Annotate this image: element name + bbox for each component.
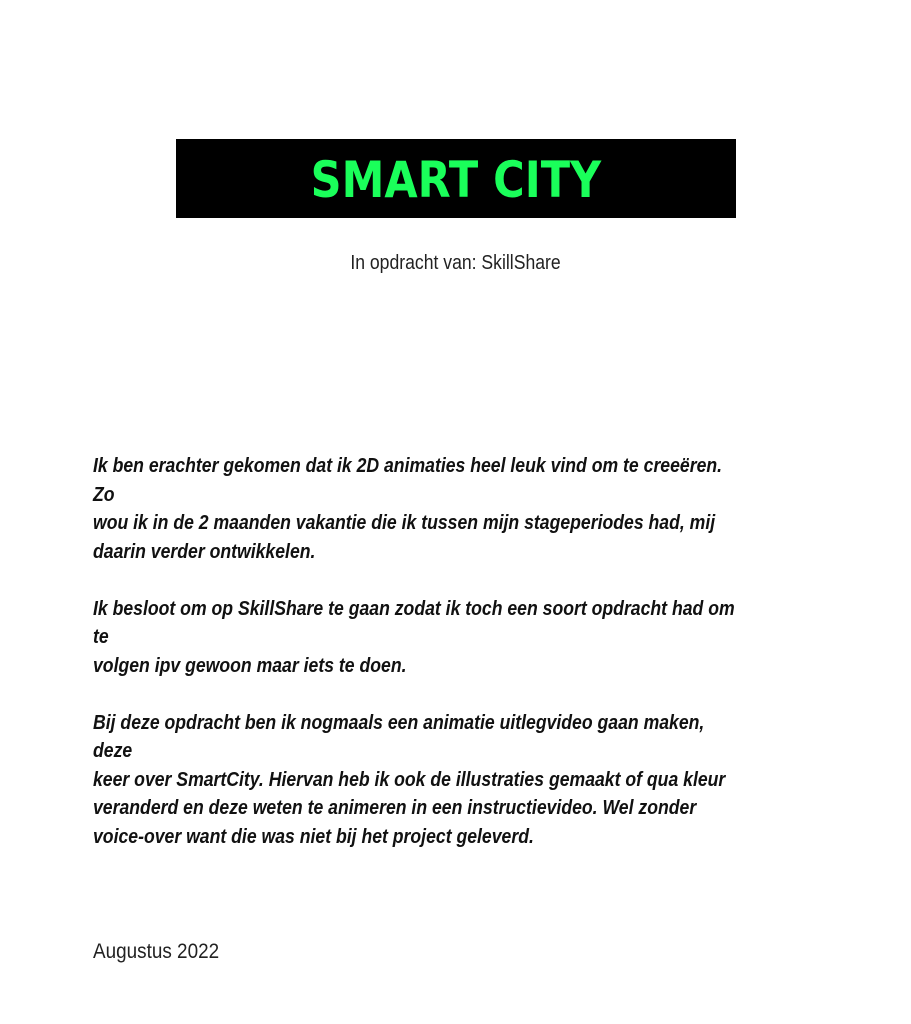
- title-banner: [176, 139, 736, 218]
- body-text: [93, 452, 747, 880]
- paragraph: Ik ben erachter gekomen dat ik 2D animaties heel leuk vind om te creeëren. Zo wou ik in de 2 maanden vakantie die ik tussen mijn stageperiodes had, mij daarin verder ontwikkelen.: [93, 454, 723, 563]
- paragraph: Ik besloot om op SkillShare te gaan zodat ik toch een soort opdracht had om te volgen ipv gewoon maar iets te doen.: [93, 596, 735, 677]
- paragraph: Bij deze opdracht ben ik nogmaals een animatie uitlegvideo gaan maken, deze keer over SmartCity. Hiervan heb ik ook de illustraties gemaakt of qua kleur veranderd en deze weten te animeren in een instructievideo. Wel zonder voice-over want die was niet bij het project geleverd.: [93, 710, 726, 848]
- subtitle: In opdracht van: SkillShare: [350, 252, 561, 274]
- footer-date: Augustus 2022: [93, 940, 220, 963]
- page-title: SMART CITY: [310, 150, 602, 209]
